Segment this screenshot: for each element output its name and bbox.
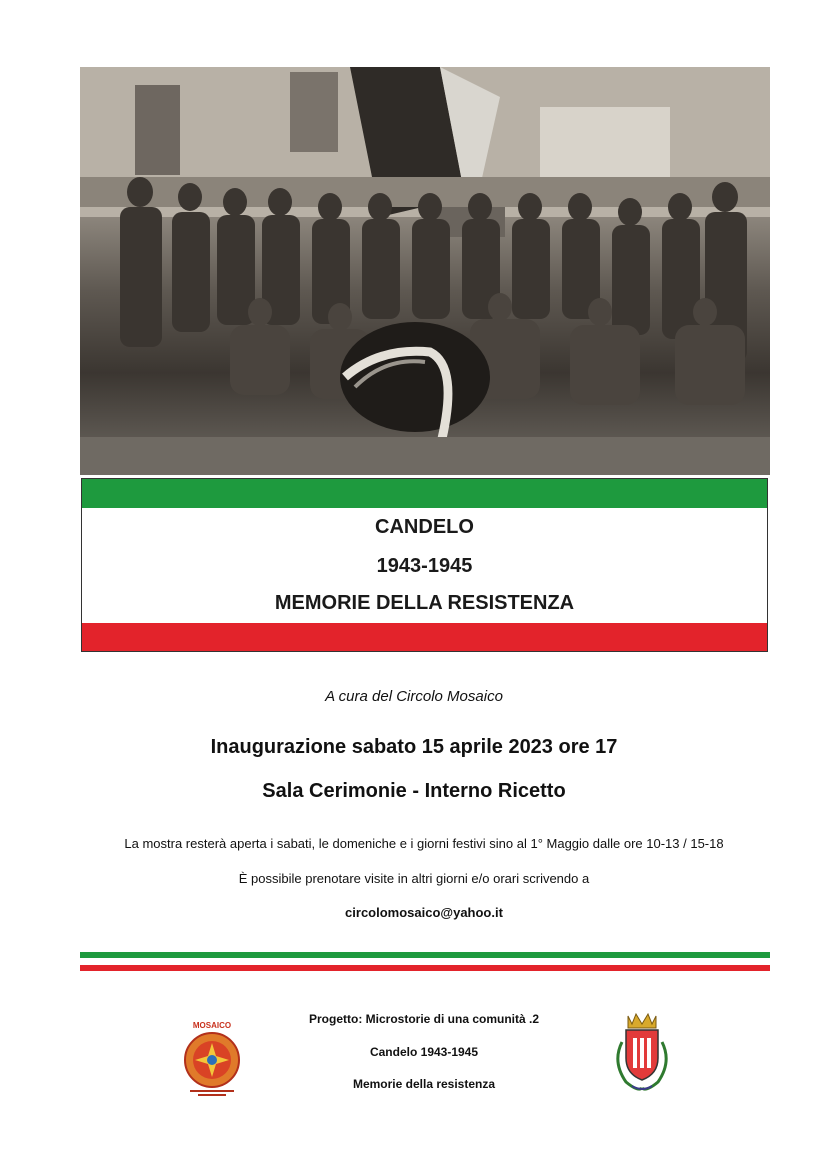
title-years: 1943-1945 — [376, 555, 473, 577]
flag-stripe-green — [82, 479, 767, 508]
historic-photo — [80, 67, 770, 475]
project-subtitle: Candelo 1943-1945 — [369, 1045, 479, 1059]
opening-hours-text: La mostra resterà aperta i sabati, le domeniche e i giorni festivi sino al 1° Maggio dalle ore 10-13 / 15-18 — [124, 836, 724, 851]
flag-stripe-red — [82, 623, 767, 651]
divider-green — [80, 952, 770, 958]
project-theme: Memorie della resistenza — [352, 1077, 496, 1091]
mosaico-logo-label: MOSAICO — [192, 1021, 232, 1030]
contact-email[interactable]: circolomosaico@yahoo.it — [345, 905, 503, 920]
curator-text: A cura del Circolo Mosaico — [325, 688, 503, 705]
title-subject: MEMORIE DELLA RESISTENZA — [274, 592, 575, 614]
booking-text: È possibile prenotare visite in altri giorni e/o orari scrivendo a — [238, 871, 590, 886]
divider-red — [80, 965, 770, 971]
title-panel — [81, 478, 768, 652]
candelo-coat-of-arms-icon — [608, 1012, 676, 1094]
title-place: CANDELO — [375, 516, 474, 538]
venue-text: Sala Cerimonie - Interno Ricetto — [262, 780, 566, 802]
inauguration-text: Inaugurazione sabato 15 aprile 2023 ore 17 — [210, 736, 618, 758]
partisans-photo-icon — [80, 67, 770, 475]
project-title: Progetto: Microstorie di una comunità .2 — [308, 1012, 540, 1026]
